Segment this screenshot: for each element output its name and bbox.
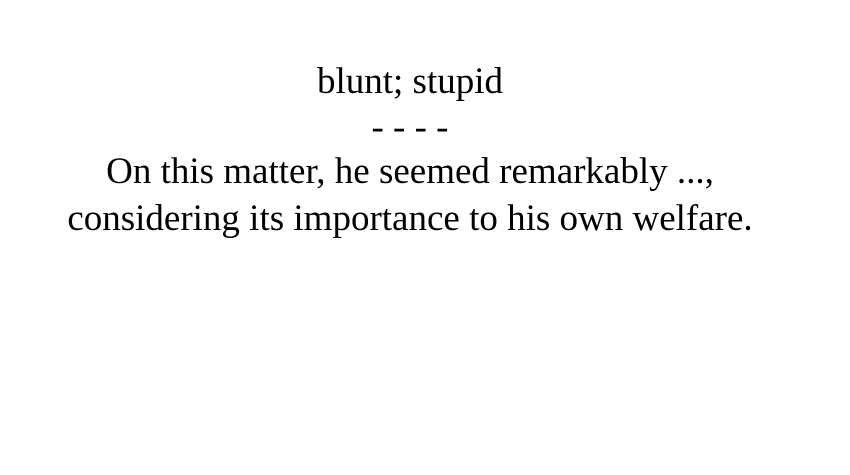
definition-text: blunt; stupid xyxy=(316,61,504,102)
example-sentence-line-1: On this matter, he seemed remarkably ..., xyxy=(106,151,714,192)
separator-dashes: - - - - xyxy=(371,107,449,148)
example-sentence xyxy=(0,148,820,242)
example-sentence-line-2: considering its importance to his own welfare. xyxy=(67,198,753,239)
